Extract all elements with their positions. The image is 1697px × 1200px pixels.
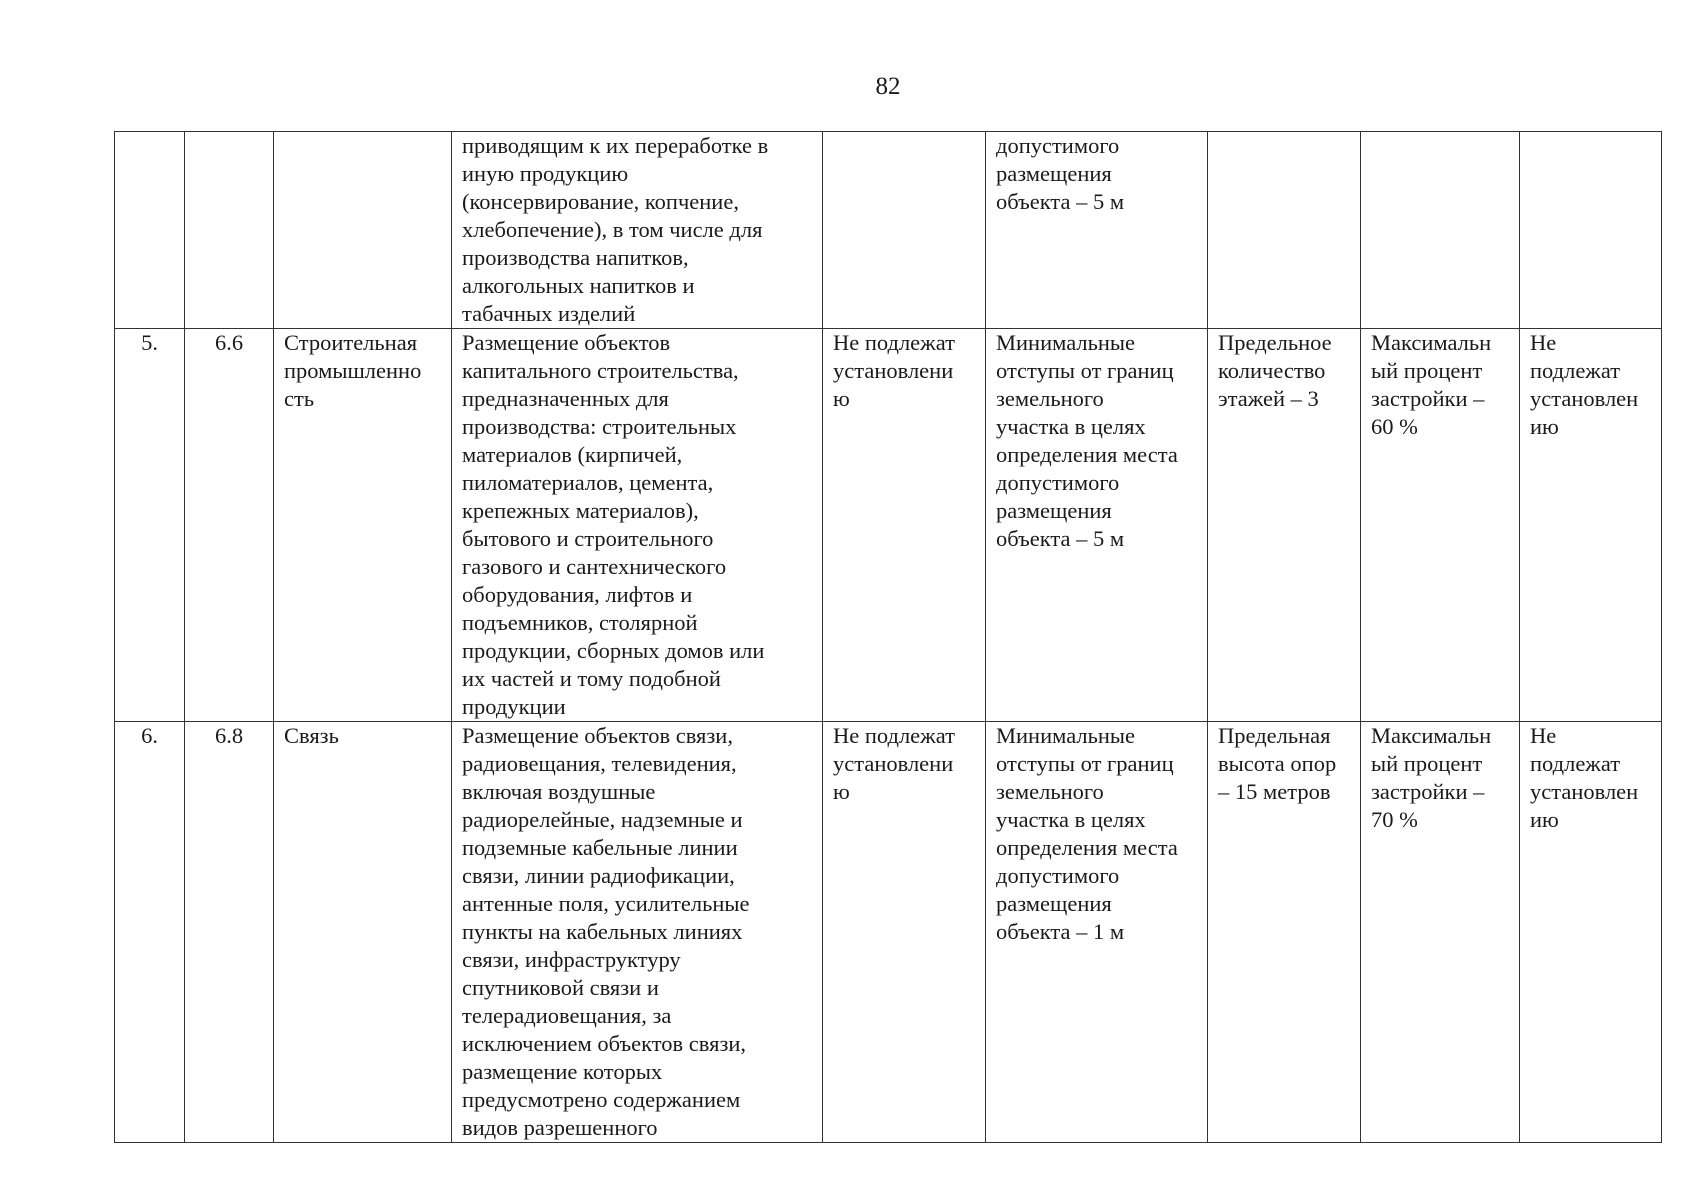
height-limit-cell: Предельное количество этажей – 3 <box>1208 329 1361 722</box>
coverage-cell: Максимальн ый процент застройки – 60 % <box>1361 329 1520 722</box>
use-name-cell: Строительная промышленно сть <box>274 329 452 722</box>
min-area-cell: Не подлежат установлени ю <box>823 329 986 722</box>
other-cell: Не подлежат установлен ию <box>1520 329 1662 722</box>
description-cell: приводящим к их переработке в иную продукцию (консервирование, копчение, хлебопечение), в том числе для производства напитков, алкогольных напитков и табачных изделий <box>452 132 823 329</box>
table-row <box>115 132 1662 329</box>
table-row <box>115 722 1662 1143</box>
row-number-cell: 6. <box>115 722 185 1143</box>
row-number-cell <box>115 132 185 329</box>
setbacks-cell: допустимого размещения объекта – 5 м <box>986 132 1208 329</box>
table-row <box>115 329 1662 722</box>
code-cell: 6.6 <box>185 329 274 722</box>
regulations-table <box>114 131 1662 1143</box>
coverage-cell: Максимальн ый процент застройки – 70 % <box>1361 722 1520 1143</box>
use-name-cell <box>274 132 452 329</box>
height-limit-cell <box>1208 132 1361 329</box>
row-number-cell: 5. <box>115 329 185 722</box>
other-cell <box>1520 132 1662 329</box>
code-cell: 6.8 <box>185 722 274 1143</box>
setbacks-cell: Минимальные отступы от границ земельного участка в целях определения места допустимого размещения объекта – 1 м <box>986 722 1208 1143</box>
description-cell: Размещение объектов капитального строительства, предназначенных для производства: строительных материалов (кирпичей, пиломатериалов, цемента, крепежных материалов), бытового и строительного газового и сантехнического оборудования, лифтов и подъемников, столярной продукции, сборных домов или их частей и тому подобной продукции <box>452 329 823 722</box>
min-area-cell <box>823 132 986 329</box>
code-cell <box>185 132 274 329</box>
setbacks-cell: Минимальные отступы от границ земельного участка в целях определения места допустимого размещения объекта – 5 м <box>986 329 1208 722</box>
page-number: 82 <box>875 73 901 100</box>
height-limit-cell: Предельная высота опор – 15 метров <box>1208 722 1361 1143</box>
other-cell: Не подлежат установлен ию <box>1520 722 1662 1143</box>
description-cell: Размещение объектов связи, радиовещания, телевидения, включая воздушные радиорелейные, надземные и подземные кабельные линии связи, линии радиофикации, антенные поля, усилительные пункты на кабельных линиях связи, инфраструктуру спутниковой связи и телерадиовещания, за исключением объектов связи, размещение которых предусмотрено содержанием видов разрешенного <box>452 722 823 1143</box>
use-name-cell: Связь <box>274 722 452 1143</box>
coverage-cell <box>1361 132 1520 329</box>
min-area-cell: Не подлежат установлени ю <box>823 722 986 1143</box>
